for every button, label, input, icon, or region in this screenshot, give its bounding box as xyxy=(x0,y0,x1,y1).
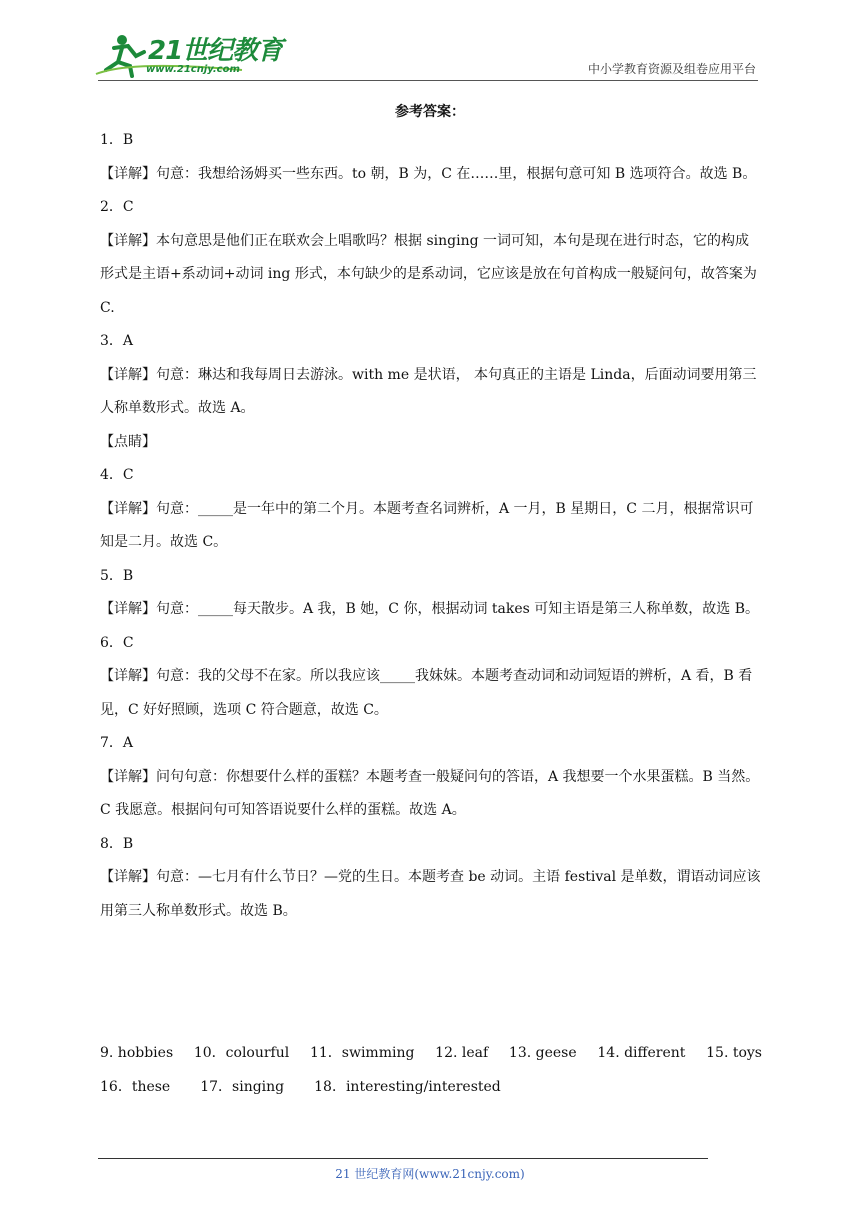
page-header xyxy=(0,0,860,90)
answer-explanations xyxy=(100,124,762,928)
header-divider xyxy=(98,80,758,81)
answer-12: 12. leaf xyxy=(435,1045,489,1061)
item-number: 1．B xyxy=(100,132,134,148)
answer-11: 11．swimming xyxy=(309,1045,415,1061)
answer-16: 16．these xyxy=(100,1079,171,1095)
item-explanation: 【详解】句意：_____每天散步。A 我，B 她，C 你，根据动词 takes 可知主语是第三人称单数，故选 B。 xyxy=(100,601,760,617)
answer-15: 15. toys xyxy=(706,1045,762,1061)
item-explanation: 【详解】本句意思是他们正在联欢会上唱歌吗？根据 singing 一词可知，本句是现在进行时态，它的构成形式是主语+系动词+动词 ing 形式，本句缺少的是系动词，它应该是放在句首构成一般疑问句，故答案为 C. xyxy=(100,232,757,316)
answer-13: 13. geese xyxy=(508,1045,577,1061)
item-6 xyxy=(100,627,762,728)
fill-in-answers xyxy=(100,1036,762,1104)
answer-17: 17．singing xyxy=(200,1079,285,1095)
item-number: 5．B xyxy=(100,567,134,584)
item-8 xyxy=(100,828,762,929)
item-3-note xyxy=(100,426,762,460)
item-number: 8．B xyxy=(100,835,134,852)
logo-text: 21世纪教育 xyxy=(148,36,283,66)
footer-link[interactable]: 21 世纪教育网(www.21cnjy.com) xyxy=(335,1167,525,1181)
item-2 xyxy=(100,191,762,325)
answer-14: 14. different xyxy=(597,1045,686,1061)
item-explanation: 【详解】句意：_____是一年中的第二个月。本题考查名词辨析，A 一月，B 星期日，C 二月，根据常识可知是二月。故选 C。 xyxy=(100,500,754,550)
answer-9: 9. hobbies xyxy=(100,1045,174,1061)
item-1 xyxy=(100,124,762,191)
item-number: 2．C xyxy=(100,199,134,215)
item-number: 7．A xyxy=(100,735,134,751)
item-number: 3．A xyxy=(100,333,134,349)
item-4 xyxy=(100,459,762,560)
header-platform-text: 中小学教育资源及组卷应用平台 xyxy=(587,62,756,76)
item-explanation: 【详解】句意：我想给汤姆买一些东西。to 朝，B 为，C 在……里，根据句意可知 B 选项符合。故选 B。 xyxy=(100,165,757,182)
item-7 xyxy=(100,727,762,828)
item-note: 【点睛】 xyxy=(100,433,156,450)
item-explanation: 【详解】问句句意：你想要什么样的蛋糕？本题考查一般疑问句的答语，A 我想要一个水果蛋糕。B 当然。C 我愿意。根据问句可知答语说要什么样的蛋糕。故选 A。 xyxy=(100,768,760,818)
item-number: 4．C xyxy=(100,467,134,483)
page-title: 参考答案： xyxy=(395,104,465,120)
answers-row-1 xyxy=(100,1036,762,1070)
item-number: 6．C xyxy=(100,634,134,651)
item-explanation: 【详解】句意：—七月有什么节日？—党的生日。本题考查 be 动词。主语 festival 是单数，谓语动词应该用第三人称单数形式。故选 B。 xyxy=(100,869,761,919)
item-5 xyxy=(100,560,762,627)
answer-18: 18．interesting/interested xyxy=(314,1079,501,1095)
logo-url: www.21cnjy.com xyxy=(146,64,240,75)
item-explanation: 【详解】句意：我的父母不在家。所以我应该_____我妹妹。本题考查动词和动词短语的辨析，A 看，B 看见，C 好好照顾，选项 C 符合题意，故选 C。 xyxy=(100,668,753,718)
answers-row-2 xyxy=(100,1070,762,1104)
answer-10: 10．colourful xyxy=(193,1045,290,1061)
footer-divider xyxy=(98,1158,708,1159)
item-3 xyxy=(100,325,762,426)
item-explanation: 【详解】句意：琳达和我每周日去游泳。with me 是状语， 本句真正的主语是 Linda，后面动词要用第三人称单数形式。故选 A。 xyxy=(100,366,757,416)
